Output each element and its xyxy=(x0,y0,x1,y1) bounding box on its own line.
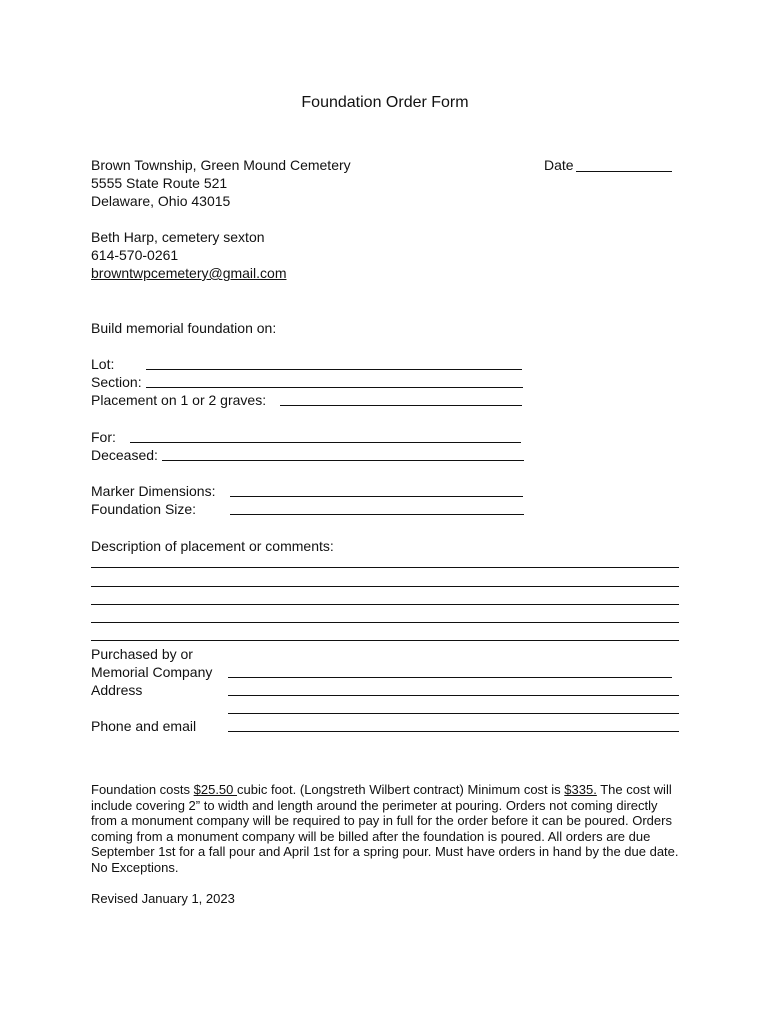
foundation-size-field[interactable] xyxy=(230,514,524,515)
deceased-field[interactable] xyxy=(162,460,524,461)
description-line[interactable] xyxy=(91,640,679,641)
description-line[interactable] xyxy=(91,604,679,605)
date-field[interactable] xyxy=(576,171,672,172)
revised-date: Revised January 1, 2023 xyxy=(91,891,235,906)
foundation-size-label: Foundation Size: xyxy=(91,501,197,517)
lot-label: Lot: xyxy=(91,356,115,372)
deceased-label: Deceased: xyxy=(91,447,158,463)
placement-field[interactable] xyxy=(280,405,522,406)
intro-text: Build memorial foundation on: xyxy=(91,320,277,336)
terms-text-2: cubic foot. (Longstreth Wilbert contract) Minimum cost is xyxy=(237,782,565,797)
minimum-cost: $335. xyxy=(564,782,597,797)
description-line[interactable] xyxy=(91,622,679,623)
org-name: Brown Township, Green Mound Cemetery xyxy=(91,157,351,173)
memorial-company-label: Memorial Company xyxy=(91,664,213,680)
lot-field[interactable] xyxy=(146,369,522,370)
price-per-cubic-foot: $25.50 xyxy=(193,782,237,797)
contact-name: Beth Harp, cemetery sexton xyxy=(91,229,265,245)
description-label: Description of placement or comments: xyxy=(91,538,334,554)
terms-text-1: Foundation costs xyxy=(91,782,194,797)
contact-phone: 614-570-0261 xyxy=(91,247,179,263)
terms-text-3: The cost will include covering 2” to width and length around the perimeter at pouring. Orders not coming directly from a monument company will be required to pay in full for the order before it can be poured. Orders coming from a monument company will be billed after the foundation is poured. All orders are due September 1st for a fall pour and April 1st for a spring pour. Must have orders in hand by the due date. No Exceptions. xyxy=(91,782,679,875)
purchased-label: Purchased by or xyxy=(91,646,193,662)
date-label: Date xyxy=(544,157,574,173)
marker-dimensions-field[interactable] xyxy=(230,496,523,497)
org-address: 5555 State Route 521 xyxy=(91,175,228,191)
for-label: For: xyxy=(91,429,116,445)
placement-label: Placement on 1 or 2 graves: xyxy=(91,392,267,408)
address-field[interactable] xyxy=(228,695,679,696)
org-city: Delaware, Ohio 43015 xyxy=(91,193,231,209)
address-field-2[interactable] xyxy=(228,713,679,714)
marker-dimensions-label: Marker Dimensions: xyxy=(91,483,216,499)
contact-email-link[interactable]: browntwpcemetery@gmail.com xyxy=(91,265,287,281)
for-field[interactable] xyxy=(130,442,521,443)
form-title: Foundation Order Form xyxy=(301,94,469,111)
terms-paragraph xyxy=(91,782,683,876)
section-field[interactable] xyxy=(146,387,523,388)
description-line[interactable] xyxy=(91,586,679,587)
phone-email-label: Phone and email xyxy=(91,718,197,734)
description-line[interactable] xyxy=(91,567,679,568)
section-label: Section: xyxy=(91,374,142,390)
memorial-company-field[interactable] xyxy=(228,677,672,678)
phone-email-field[interactable] xyxy=(228,731,679,732)
address-label: Address xyxy=(91,682,143,698)
